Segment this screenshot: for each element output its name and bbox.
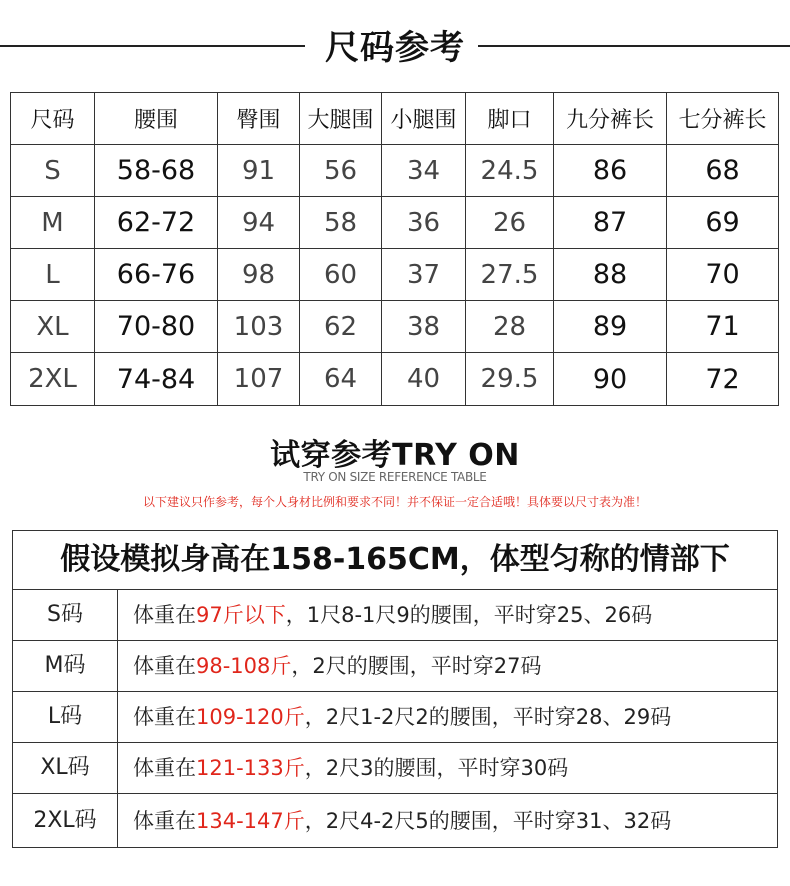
table-cell: 91 — [218, 145, 300, 197]
table-row — [13, 692, 777, 743]
table-cell: 107 — [218, 353, 300, 406]
table-cell: 70 — [667, 249, 779, 301]
header-cell: 大腿围 — [300, 93, 382, 145]
table-row — [13, 641, 777, 692]
size-table-header-row — [11, 93, 779, 145]
size-table — [10, 92, 779, 406]
table-row — [11, 145, 779, 197]
size-label: M码 — [13, 641, 118, 691]
header-cell: 小腿围 — [382, 93, 466, 145]
table-cell: 68 — [667, 145, 779, 197]
table-row — [11, 353, 779, 406]
text-suffix: ，2尺1-2尺2的腰围，平时穿28、29码 — [304, 705, 672, 729]
table-cell: 34 — [382, 145, 466, 197]
page-title: 尺码参考 — [325, 28, 465, 68]
table-row — [11, 301, 779, 353]
text-suffix: ，2尺的腰围，平时穿27码 — [291, 654, 542, 678]
header-cell: 脚口 — [466, 93, 554, 145]
table-cell: 62-72 — [95, 197, 218, 249]
weight-range: 121-133斤 — [196, 756, 305, 780]
table-cell: 86 — [554, 145, 667, 197]
table-row — [13, 590, 777, 641]
table-cell: 98 — [218, 249, 300, 301]
table-cell: 56 — [300, 145, 382, 197]
table-cell: 103 — [218, 301, 300, 353]
header-cell: 腰围 — [95, 93, 218, 145]
try-on-reference-table — [12, 530, 778, 848]
table-cell: 66-76 — [95, 249, 218, 301]
table-cell: 58-68 — [95, 145, 218, 197]
header-cell: 七分裤长 — [667, 93, 779, 145]
try-on-note: 以下建议只作参考，每个人身材比例和要求不同！并不保证一定合适哦！具体要以尺寸表为准！ — [142, 495, 647, 509]
size-cell: L — [11, 249, 95, 301]
text-suffix: ，1尺8-1尺9的腰围，平时穿25、26码 — [285, 603, 653, 627]
table-row — [11, 249, 779, 301]
size-cell: XL — [11, 301, 95, 353]
table-cell: 60 — [300, 249, 382, 301]
table-cell: 58 — [300, 197, 382, 249]
table-cell: 27.5 — [466, 249, 554, 301]
size-label: XL码 — [13, 743, 118, 793]
table-cell: 38 — [382, 301, 466, 353]
table-cell: 90 — [554, 353, 667, 406]
table-cell: 36 — [382, 197, 466, 249]
header-cell: 九分裤长 — [554, 93, 667, 145]
reference-heading: 假设模拟身高在158-165CM，体型匀称的情部下 — [13, 531, 777, 590]
header-cell: 尺码 — [11, 93, 95, 145]
size-cell: M — [11, 197, 95, 249]
table-cell: 69 — [667, 197, 779, 249]
table-cell: 28 — [466, 301, 554, 353]
table-cell: 62 — [300, 301, 382, 353]
text-suffix: ，2尺3的腰围，平时穿30码 — [304, 756, 569, 780]
size-cell: S — [11, 145, 95, 197]
table-cell: 94 — [218, 197, 300, 249]
weight-range: 97斤以下 — [196, 603, 286, 627]
title-divider-right — [478, 45, 790, 47]
text-prefix: 体重在 — [133, 705, 196, 729]
reference-text — [133, 743, 568, 793]
weight-range: 98-108斤 — [196, 654, 292, 678]
title-row — [0, 18, 790, 74]
text-prefix: 体重在 — [133, 654, 196, 678]
text-prefix: 体重在 — [133, 756, 196, 780]
table-cell: 74-84 — [95, 353, 218, 406]
text-suffix: ，2尺4-2尺5的腰围，平时穿31、32码 — [304, 809, 672, 833]
reference-text — [133, 794, 671, 848]
table-row — [13, 743, 777, 794]
table-cell: 71 — [667, 301, 779, 353]
table-cell: 70-80 — [95, 301, 218, 353]
table-cell: 26 — [466, 197, 554, 249]
weight-range: 134-147斤 — [196, 809, 305, 833]
size-label: S码 — [13, 590, 118, 640]
table-cell: 72 — [667, 353, 779, 406]
table-cell: 24.5 — [466, 145, 554, 197]
table-cell: 64 — [300, 353, 382, 406]
text-prefix: 体重在 — [133, 603, 196, 627]
text-prefix: 体重在 — [133, 809, 196, 833]
try-on-title: 试穿参考TRY ON — [270, 438, 520, 473]
table-cell: 29.5 — [466, 353, 554, 406]
size-cell: 2XL — [11, 353, 95, 406]
size-label: L码 — [13, 692, 118, 742]
table-cell: 88 — [554, 249, 667, 301]
reference-text — [133, 641, 541, 691]
reference-text — [133, 692, 671, 742]
size-label: 2XL码 — [13, 794, 118, 848]
title-divider-left — [0, 45, 305, 47]
weight-range: 109-120斤 — [196, 705, 305, 729]
table-cell: 89 — [554, 301, 667, 353]
table-cell: 37 — [382, 249, 466, 301]
table-row — [11, 197, 779, 249]
table-cell: 87 — [554, 197, 667, 249]
header-cell: 臀围 — [218, 93, 300, 145]
try-on-subtitle: TRY ON SIZE REFERENCE TABLE — [303, 470, 487, 484]
reference-text — [133, 590, 652, 640]
table-row — [13, 794, 777, 848]
table-cell: 40 — [382, 353, 466, 406]
